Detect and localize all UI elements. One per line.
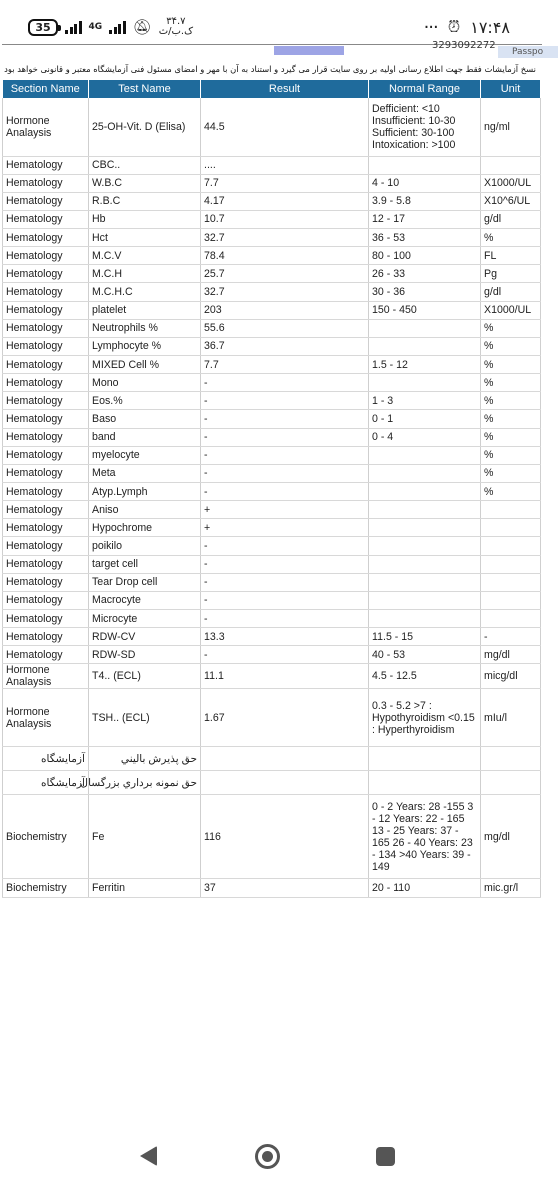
cell-result: .... — [201, 156, 369, 174]
cell-unit: % — [481, 229, 541, 247]
cell-section: Hematology — [3, 646, 89, 664]
cell-section: Hematology — [3, 374, 89, 392]
header-range: Normal Range — [369, 80, 481, 98]
table-row — [3, 501, 541, 519]
cell-range — [369, 446, 481, 464]
table-row — [3, 156, 541, 174]
cell-unit: ng/ml — [481, 98, 541, 156]
cell-unit: X1000/UL — [481, 174, 541, 192]
cell-result: - — [201, 392, 369, 410]
cell-unit: X10^6/UL — [481, 192, 541, 210]
network-type: 4G — [88, 22, 103, 32]
cell-test: RDW-CV — [89, 628, 201, 646]
cell-unit — [481, 591, 541, 609]
cell-range: 1.5 - 12 — [369, 356, 481, 374]
cell-section: Hematology — [3, 464, 89, 482]
cell-section: Hematology — [3, 428, 89, 446]
document-header — [0, 40, 544, 60]
cell-result: 1.67 — [201, 689, 369, 747]
cell-section: Hematology — [3, 192, 89, 210]
cell-range — [369, 537, 481, 555]
cell-test: Eos.% — [89, 392, 201, 410]
cell-test: Ferritin — [89, 879, 201, 897]
cell-section: آزمایشگاه — [3, 771, 89, 795]
cell-test: M.C.V — [89, 247, 201, 265]
cell-section: Hematology — [3, 283, 89, 301]
table-row — [3, 446, 541, 464]
cell-test: myelocyte — [89, 446, 201, 464]
cell-test: platelet — [89, 301, 201, 319]
table-row — [3, 356, 541, 374]
cell-test: Tear Drop cell — [89, 573, 201, 591]
battery-level: 35 — [35, 20, 51, 34]
cell-result: - — [201, 428, 369, 446]
cell-test: M.C.H — [89, 265, 201, 283]
cell-range — [369, 519, 481, 537]
cell-test: 25-OH-Vit. D (Elisa) — [89, 98, 201, 156]
cell-test: W.B.C — [89, 174, 201, 192]
cell-section: Hematology — [3, 337, 89, 355]
cell-test: MIXED Cell % — [89, 356, 201, 374]
cell-result: - — [201, 537, 369, 555]
results-table — [2, 80, 541, 898]
cell-range: 30 - 36 — [369, 283, 481, 301]
table-row — [3, 664, 541, 689]
table-row — [3, 392, 541, 410]
cell-range: 11.5 - 15 — [369, 628, 481, 646]
cell-unit — [481, 771, 541, 795]
barcode-number: 3293092272 — [432, 40, 496, 51]
cell-section: Hematology — [3, 446, 89, 464]
cell-test: Neutrophils % — [89, 319, 201, 337]
cell-unit — [481, 501, 541, 519]
cell-result: - — [201, 646, 369, 664]
cell-result: 37 — [201, 879, 369, 897]
cell-section: Hematology — [3, 265, 89, 283]
cell-section: Hematology — [3, 210, 89, 228]
cell-section: Hematology — [3, 392, 89, 410]
cell-range — [369, 555, 481, 573]
cell-result: 11.1 — [201, 664, 369, 689]
cell-unit: % — [481, 374, 541, 392]
speed-value: ۳۴.۷ — [166, 16, 186, 27]
table-row — [3, 573, 541, 591]
cell-section: Hematology — [3, 410, 89, 428]
cell-result: - — [201, 610, 369, 628]
cell-section: آزمایشگاه — [3, 747, 89, 771]
table-row — [3, 537, 541, 555]
cell-unit: % — [481, 337, 541, 355]
cell-range — [369, 319, 481, 337]
table-row — [3, 628, 541, 646]
cell-result: 55.6 — [201, 319, 369, 337]
table-row — [3, 229, 541, 247]
cell-test: Hypochrome — [89, 519, 201, 537]
cell-test: target cell — [89, 555, 201, 573]
table-row — [3, 771, 541, 795]
cell-test: RDW-SD — [89, 646, 201, 664]
cell-section: Hematology — [3, 555, 89, 573]
cell-range: 0 - 2 Years: 28 -155 3 - 12 Years: 22 - 165 13 - 25 Years: 37 - 165 26 - 40 Years: 23 - 134 >40 Years: 39 - 149 — [369, 795, 481, 879]
cell-unit: % — [481, 446, 541, 464]
cell-range: 12 - 17 — [369, 210, 481, 228]
cell-result: 36.7 — [201, 337, 369, 355]
table-row — [3, 210, 541, 228]
cell-section: Hematology — [3, 537, 89, 555]
cell-result: 78.4 — [201, 247, 369, 265]
cell-range — [369, 156, 481, 174]
cell-range: 4.5 - 12.5 — [369, 664, 481, 689]
cell-range — [369, 771, 481, 795]
cell-range: 80 - 100 — [369, 247, 481, 265]
battery-icon — [28, 19, 58, 36]
network-speed — [159, 17, 193, 37]
table-row — [3, 174, 541, 192]
cell-section: Hematology — [3, 501, 89, 519]
cell-result: - — [201, 483, 369, 501]
cell-result: 203 — [201, 301, 369, 319]
clock: ۱۷:۴۸ — [470, 17, 510, 37]
table-row — [3, 337, 541, 355]
cell-range: 0 - 4 — [369, 428, 481, 446]
cell-result: - — [201, 464, 369, 482]
table-row — [3, 555, 541, 573]
cell-section: Hematology — [3, 483, 89, 501]
cell-result: 25.7 — [201, 265, 369, 283]
cell-result: 7.7 — [201, 174, 369, 192]
cell-unit: % — [481, 356, 541, 374]
cell-unit — [481, 537, 541, 555]
barcode-box — [274, 46, 344, 55]
cell-section: Biochemistry — [3, 795, 89, 879]
table-row — [3, 483, 541, 501]
cell-result: 32.7 — [201, 283, 369, 301]
table-row — [3, 879, 541, 897]
cell-section: Hematology — [3, 519, 89, 537]
table-row — [3, 428, 541, 446]
cell-range: 26 - 33 — [369, 265, 481, 283]
speed-unit: ک.ب/ث — [158, 26, 194, 37]
cell-test: Microcyte — [89, 610, 201, 628]
cell-unit: micg/dl — [481, 664, 541, 689]
cell-result: 4.17 — [201, 192, 369, 210]
status-right — [424, 17, 510, 37]
cell-test: TSH.. (ECL) — [89, 689, 201, 747]
cell-range — [369, 747, 481, 771]
cell-unit: mic.gr/l — [481, 879, 541, 897]
cell-section: Hematology — [3, 229, 89, 247]
table-row — [3, 464, 541, 482]
cell-section: Biochemistry — [3, 879, 89, 897]
cell-test: R.B.C — [89, 192, 201, 210]
cell-section: Hematology — [3, 247, 89, 265]
cell-result: 10.7 — [201, 210, 369, 228]
notification-off-icon: 🔕︎ — [132, 18, 152, 36]
cell-unit: g/dl — [481, 210, 541, 228]
cell-unit: FL — [481, 247, 541, 265]
cell-range — [369, 591, 481, 609]
cell-range — [369, 337, 481, 355]
cell-test: Aniso — [89, 501, 201, 519]
cell-result — [201, 747, 369, 771]
status-left — [28, 17, 193, 37]
signal-icon — [65, 20, 82, 34]
cell-unit: % — [481, 464, 541, 482]
cell-result: - — [201, 591, 369, 609]
cell-range: Defficient: <10 Insufficient: 10-30 Sufficient: 30-100 Intoxication: >100 — [369, 98, 481, 156]
cell-unit: - — [481, 628, 541, 646]
cell-result: 116 — [201, 795, 369, 879]
table-row — [3, 265, 541, 283]
cell-range: 0.3 - 5.2 >7 : Hypothyroidism <0.15 : Hyperthyroidism — [369, 689, 481, 747]
signal-icon-2 — [109, 20, 126, 34]
cell-test: حق پذيرش باليني — [89, 747, 201, 771]
cell-section: Hormone Analaysis — [3, 664, 89, 689]
passport-label: Passpo — [498, 46, 558, 58]
cell-test: Fe — [89, 795, 201, 879]
cell-unit: Pg — [481, 265, 541, 283]
cell-test: حق نمونه برداري بزرگسال — [89, 771, 201, 795]
cell-section: Hematology — [3, 628, 89, 646]
header-unit: Unit — [481, 80, 541, 98]
cell-section: Hematology — [3, 156, 89, 174]
table-body — [3, 98, 541, 897]
table-row — [3, 301, 541, 319]
home-icon[interactable] — [255, 1144, 280, 1169]
cell-range — [369, 464, 481, 482]
cell-unit — [481, 610, 541, 628]
cell-result: - — [201, 410, 369, 428]
cell-range — [369, 501, 481, 519]
cell-range: 40 - 53 — [369, 646, 481, 664]
recent-apps-icon[interactable] — [376, 1147, 395, 1166]
cell-section: Hematology — [3, 356, 89, 374]
cell-result: 44.5 — [201, 98, 369, 156]
cell-result — [201, 771, 369, 795]
cell-range — [369, 483, 481, 501]
cell-unit — [481, 573, 541, 591]
table-row — [3, 410, 541, 428]
table-row — [3, 610, 541, 628]
table-row — [3, 689, 541, 747]
cell-unit: % — [481, 392, 541, 410]
cell-range: 20 - 110 — [369, 879, 481, 897]
table-row — [3, 646, 541, 664]
cell-result: - — [201, 573, 369, 591]
header-test: Test Name — [89, 80, 201, 98]
cell-test: M.C.H.C — [89, 283, 201, 301]
cell-test: CBC.. — [89, 156, 201, 174]
cell-result: + — [201, 519, 369, 537]
cell-unit: % — [481, 410, 541, 428]
table-row — [3, 591, 541, 609]
cell-test: Lymphocyte % — [89, 337, 201, 355]
header-result: Result — [201, 80, 369, 98]
cell-section: Hematology — [3, 301, 89, 319]
cell-range: 0 - 1 — [369, 410, 481, 428]
cell-unit — [481, 555, 541, 573]
cell-test: Hb — [89, 210, 201, 228]
cell-range: 150 - 450 — [369, 301, 481, 319]
cell-unit: mg/dl — [481, 795, 541, 879]
cell-section: Hematology — [3, 573, 89, 591]
cell-range — [369, 573, 481, 591]
cell-range: 1 - 3 — [369, 392, 481, 410]
cell-unit: % — [481, 428, 541, 446]
cell-test: Macrocyte — [89, 591, 201, 609]
cell-section: Hematology — [3, 591, 89, 609]
cell-result: - — [201, 446, 369, 464]
cell-range — [369, 374, 481, 392]
cell-unit — [481, 519, 541, 537]
alarm-icon: ⏰︎ — [447, 17, 461, 36]
cell-range: 3.9 - 5.8 — [369, 192, 481, 210]
cell-range: 4 - 10 — [369, 174, 481, 192]
cell-unit — [481, 747, 541, 771]
cell-test: Atyp.Lymph — [89, 483, 201, 501]
table-header-row — [3, 80, 541, 98]
table-row — [3, 98, 541, 156]
table-row — [3, 192, 541, 210]
cell-test: band — [89, 428, 201, 446]
back-icon[interactable] — [140, 1146, 157, 1166]
cell-unit — [481, 156, 541, 174]
cell-test: Mono — [89, 374, 201, 392]
more-dots-icon: ··· — [423, 16, 438, 38]
table-row — [3, 519, 541, 537]
header-section: Section Name — [3, 80, 89, 98]
cell-test: T4.. (ECL) — [89, 664, 201, 689]
cell-test: poikilo — [89, 537, 201, 555]
cell-result: - — [201, 555, 369, 573]
cell-section: Hematology — [3, 610, 89, 628]
cell-test: Meta — [89, 464, 201, 482]
cell-range — [369, 610, 481, 628]
cell-unit: % — [481, 319, 541, 337]
cell-result: - — [201, 374, 369, 392]
table-row — [3, 747, 541, 771]
cell-unit: g/dl — [481, 283, 541, 301]
table-row — [3, 795, 541, 879]
cell-section: Hematology — [3, 319, 89, 337]
cell-result: 13.3 — [201, 628, 369, 646]
table-row — [3, 374, 541, 392]
cell-result: + — [201, 501, 369, 519]
cell-result: 7.7 — [201, 356, 369, 374]
disclaimer-text: نسخ آزمایشات فقط جهت اطلاع رسانی اولیه بر روی سایت قرار می گیرد و استناد به آن با مهر و امضای مسئول فنی آزمایشگاه معتبر و قانونی خواهد بود — [4, 64, 536, 74]
cell-test: Hct — [89, 229, 201, 247]
table-row — [3, 319, 541, 337]
cell-result: 32.7 — [201, 229, 369, 247]
cell-unit: % — [481, 483, 541, 501]
cell-section: Hormone Analaysis — [3, 689, 89, 747]
navigation-bar — [0, 1132, 540, 1200]
table-row — [3, 283, 541, 301]
cell-test: Baso — [89, 410, 201, 428]
cell-range: 36 - 53 — [369, 229, 481, 247]
cell-unit: X1000/UL — [481, 301, 541, 319]
cell-unit: mIu/l — [481, 689, 541, 747]
table-row — [3, 247, 541, 265]
cell-section: Hematology — [3, 174, 89, 192]
cell-section: Hormone Analaysis — [3, 98, 89, 156]
cell-unit: mg/dl — [481, 646, 541, 664]
